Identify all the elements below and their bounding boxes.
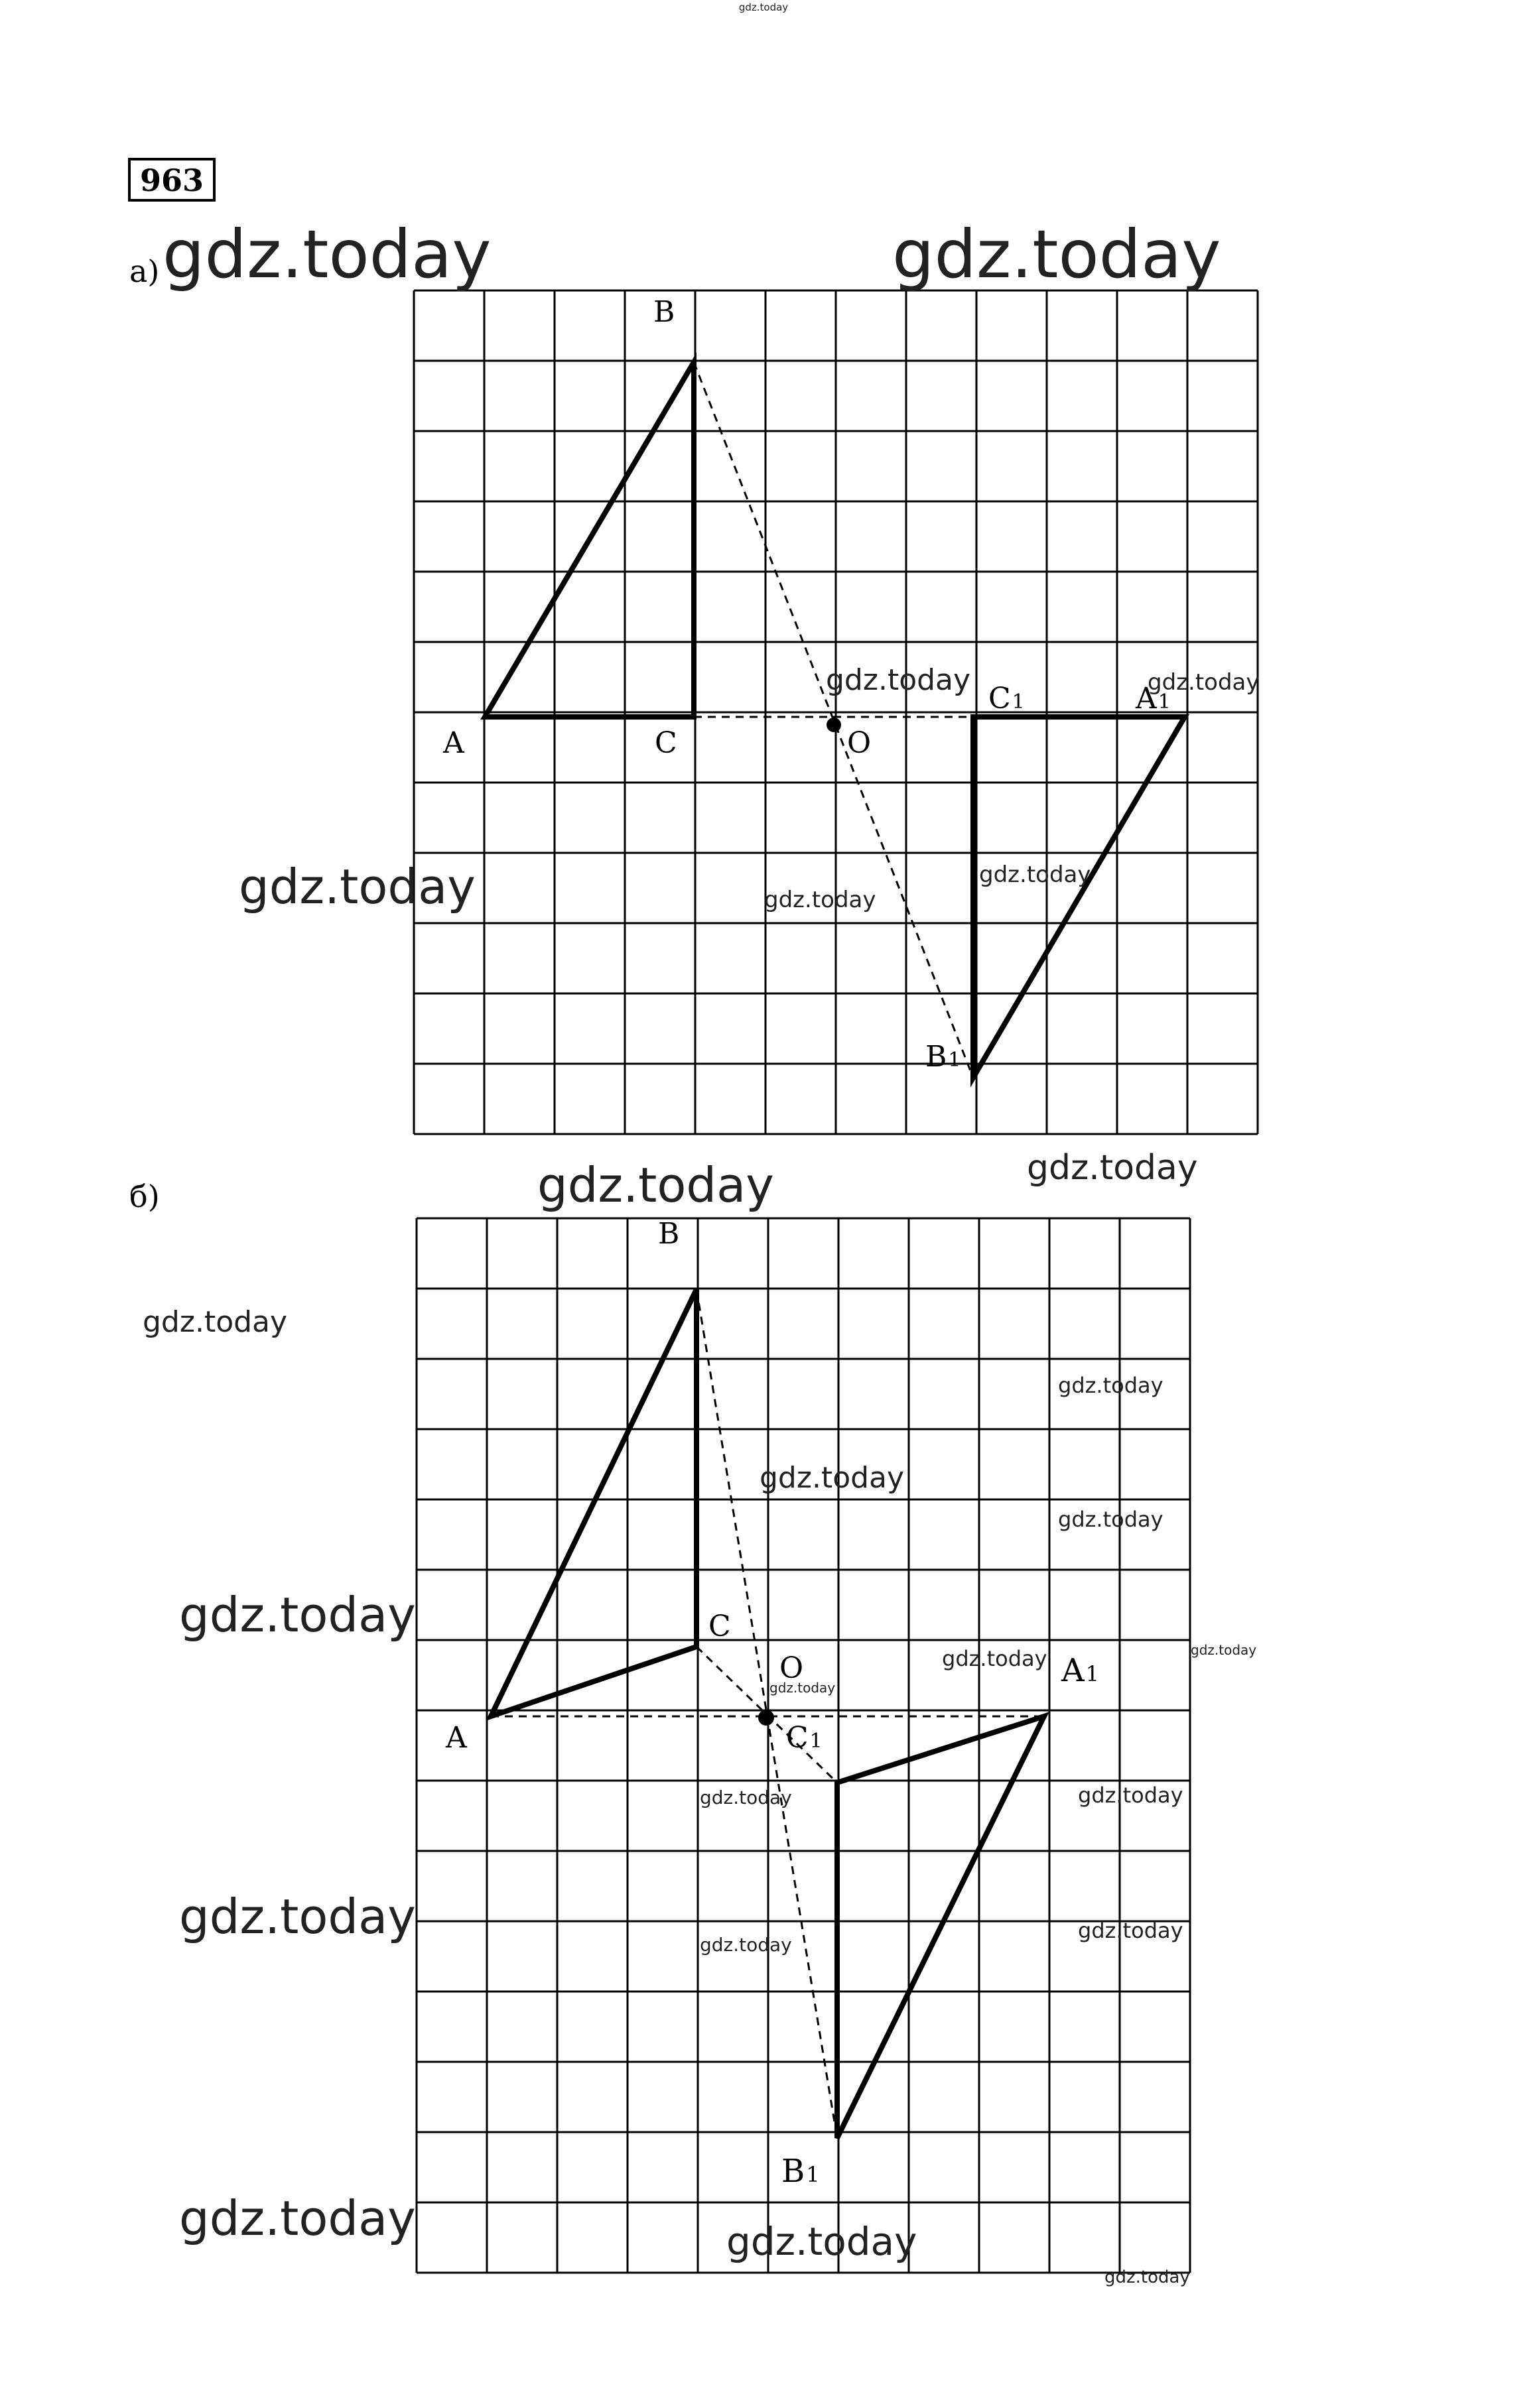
label-a-c1: C1 xyxy=(988,682,1025,716)
label-b-b: B xyxy=(658,1217,680,1251)
watermark: gdz.today xyxy=(1148,669,1260,696)
label-b-c: C xyxy=(708,1610,731,1643)
label-a-b: B xyxy=(653,295,675,329)
part-a-label: а) xyxy=(129,253,160,289)
label-a-o: O xyxy=(847,726,872,760)
watermark: gdz.today xyxy=(892,216,1221,293)
watermark: gdz.today xyxy=(1104,2267,1190,2287)
watermark: gdz.today xyxy=(979,861,1091,888)
label-b-a: A xyxy=(446,1721,467,1755)
triangle-a1b1c1 xyxy=(973,717,1185,1078)
watermark: gdz.today xyxy=(179,2190,416,2246)
watermark: gdz.today xyxy=(826,663,971,697)
label-a-c: C xyxy=(655,726,677,760)
label-a-a1: A1 xyxy=(1136,682,1171,716)
watermark: gdz.today xyxy=(1058,1507,1163,1532)
watermark-layer xyxy=(143,216,1260,2287)
label-a-b1: B1 xyxy=(925,1040,961,1074)
part-b-label: б) xyxy=(129,1178,160,1214)
watermark: gdz.today xyxy=(537,1157,774,1213)
watermark: gdz.today xyxy=(764,887,876,913)
label-b-c1: C1 xyxy=(786,1721,823,1755)
watermark: gdz.today xyxy=(942,1646,1047,1671)
label-b-o: O xyxy=(779,1651,804,1685)
problem-number: 963 xyxy=(139,162,204,198)
center-point-o xyxy=(758,1710,774,1726)
header-watermark: gdz.today xyxy=(738,1,789,13)
triangle-abc xyxy=(491,1289,697,1716)
grid-a xyxy=(414,290,1258,1134)
label-b-b1: B1 xyxy=(781,2153,820,2190)
watermark: gdz.today xyxy=(1191,1642,1257,1658)
triangle-a1b1c1 xyxy=(837,1716,1044,2138)
watermark: gdz.today xyxy=(726,2219,917,2264)
watermark: gdz.today xyxy=(769,1680,836,1696)
center-point-o xyxy=(827,718,841,732)
watermark: gdz.today xyxy=(760,1461,905,1495)
watermark: gdz.today xyxy=(1058,1373,1163,1398)
watermark: gdz.today xyxy=(239,859,476,915)
watermark: gdz.today xyxy=(179,1889,416,1944)
watermark: gdz.today xyxy=(700,1934,792,1956)
watermark: gdz.today xyxy=(1078,1918,1183,1943)
watermark: gdz.today xyxy=(143,1305,288,1339)
label-a-a: A xyxy=(443,726,464,760)
watermark: gdz.today xyxy=(1078,1783,1183,1808)
watermark: gdz.today xyxy=(1027,1148,1198,1188)
watermark: gdz.today xyxy=(700,1787,792,1808)
label-b-a1: A1 xyxy=(1061,1652,1100,1689)
watermark: gdz.today xyxy=(163,216,492,293)
triangle-abc xyxy=(485,362,694,717)
watermark: gdz.today xyxy=(179,1587,416,1643)
